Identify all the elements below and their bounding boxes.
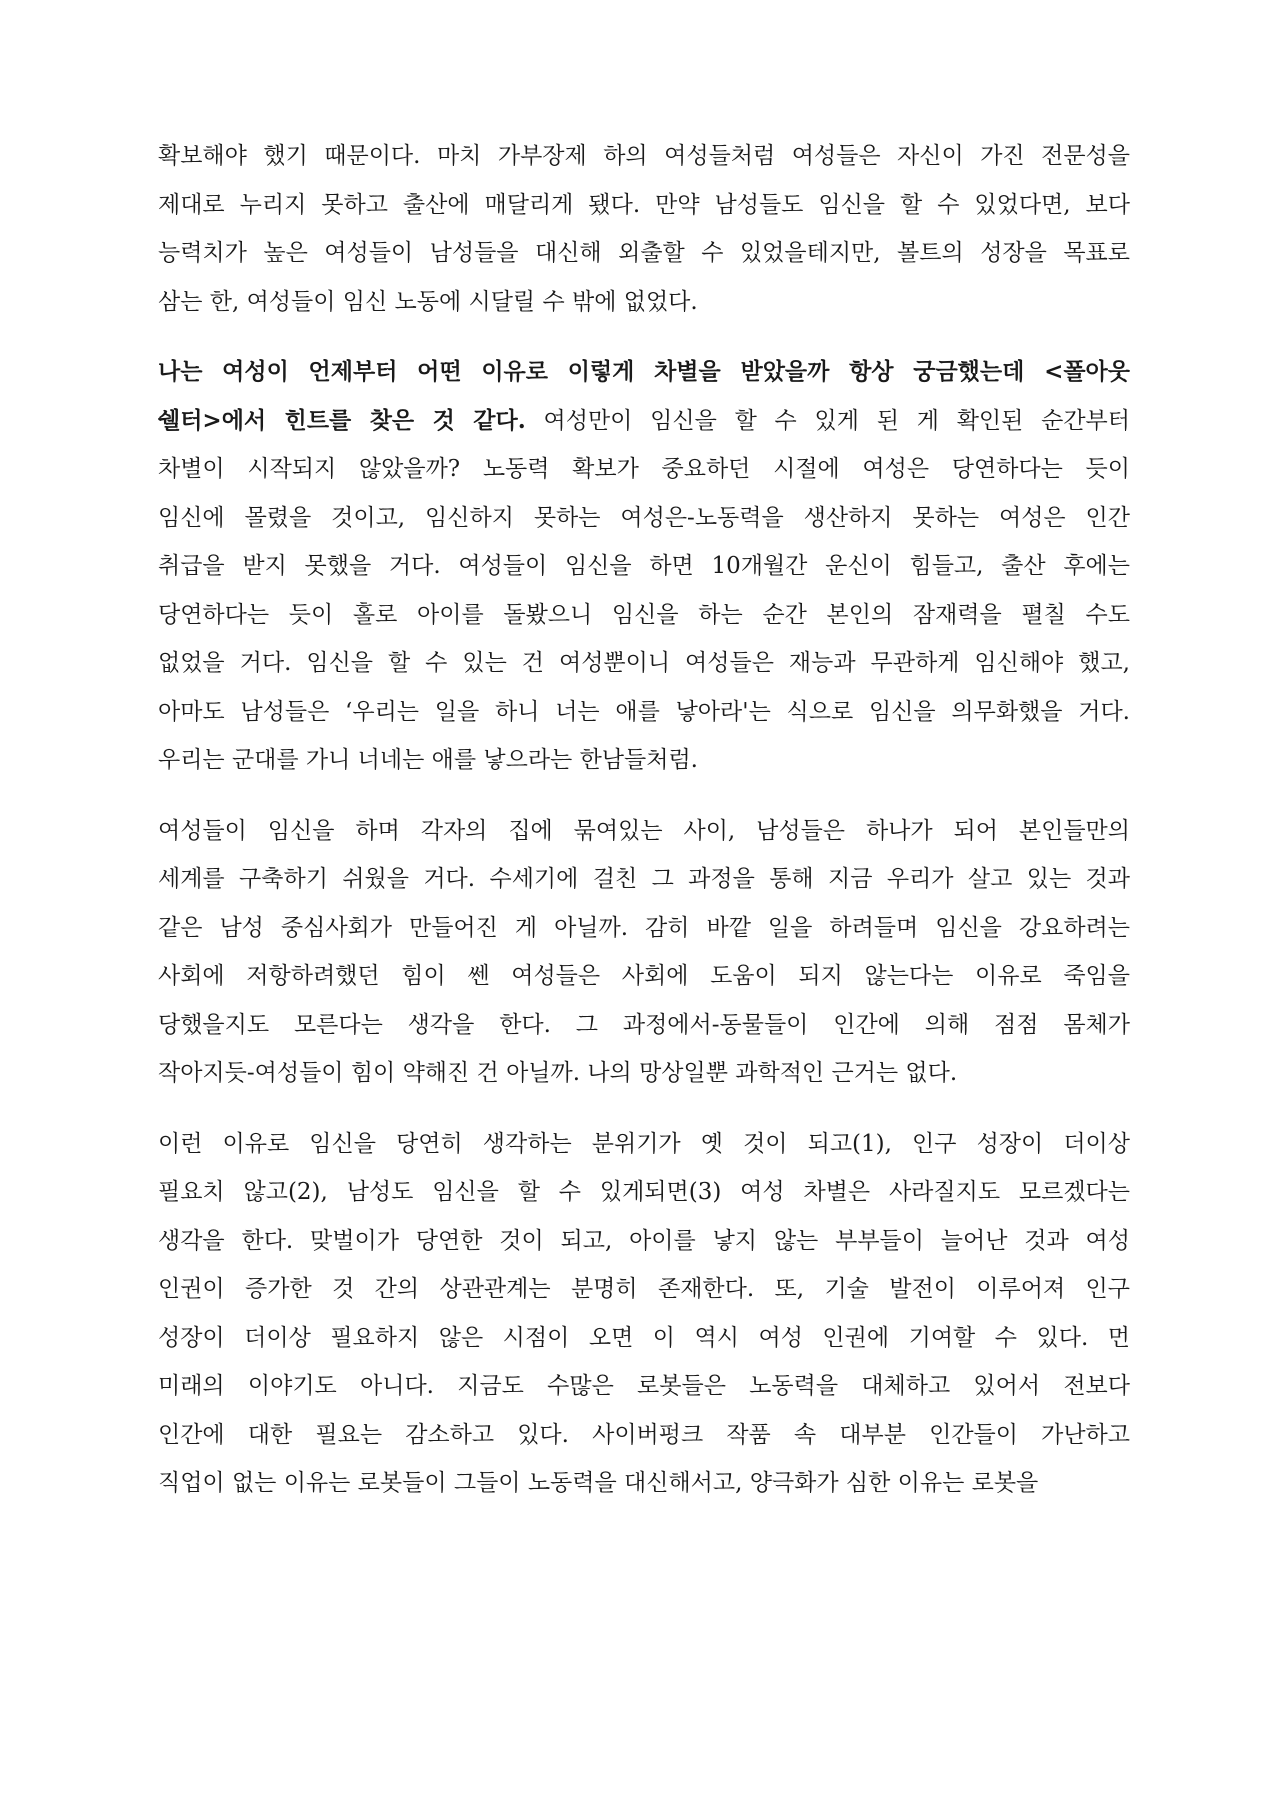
text-line bbox=[158, 1314, 1130, 1363]
text-segment: 당했을지도 모른다는 생각을 한다. 그 과정에서-동물들이 인간에 의해 점점 몸체가 bbox=[158, 1011, 1130, 1038]
text-line bbox=[158, 952, 1130, 1001]
text-segment: 미래의 이야기도 아니다. 지금도 수많은 로봇들은 노동력을 대체하고 있어서 전보다 bbox=[158, 1373, 1130, 1399]
text-line bbox=[158, 1265, 1130, 1314]
text-line bbox=[158, 1168, 1130, 1217]
paragraph bbox=[158, 348, 1130, 785]
text-line bbox=[158, 348, 1130, 397]
text-line bbox=[158, 181, 1130, 230]
text-segment: 없었을 거다. 임신을 할 수 있는 건 여성뿐이니 여성들은 재능과 무관하게 임신해야 했고, bbox=[158, 650, 1130, 676]
text-segment: 취급을 받지 못했을 거다. 여성들이 임신을 하면 10개월간 운신이 힘들고, 출산 후에는 bbox=[158, 553, 1130, 579]
text-segment: 직업이 없는 이유는 로봇들이 그들이 노동력을 대신해서고, 양극화가 심한 이유는 로봇을 bbox=[158, 1470, 1039, 1496]
text-line bbox=[158, 1411, 1130, 1460]
bold-text-segment: 나는 여성이 언제부터 어떤 이유로 이렇게 차별을 받았을까 항상 궁금했는데 <폴아웃 bbox=[158, 358, 1130, 385]
text-segment: 이런 이유로 임신을 당연히 생각하는 분위기가 옛 것이 되고(1), 인구 성장이 더이상 bbox=[158, 1130, 1130, 1157]
text-line bbox=[158, 132, 1130, 181]
text-line bbox=[158, 1001, 1130, 1050]
text-segment: 세계를 구축하기 쉬웠을 거다. 수세기에 걸친 그 과정을 통해 지금 우리가 살고 있는 것과 bbox=[158, 866, 1130, 892]
text-segment: 능력치가 높은 여성들이 남성들을 대신해 외출할 수 있었을테지만, 볼트의 성장을 목표로 bbox=[158, 240, 1130, 266]
document-page bbox=[158, 132, 1130, 1530]
text-line bbox=[158, 807, 1130, 856]
text-segment: 사회에 저항하려했던 힘이 쎈 여성들은 사회에 도움이 되지 않는다는 이유로 죽임을 bbox=[158, 963, 1130, 989]
text-segment: 여성만이 임신을 할 수 있게 된 게 확인된 순간부터 bbox=[525, 407, 1130, 434]
text-segment: 우리는 군대를 가니 너네는 애를 낳으라는 한남들처럼. bbox=[158, 747, 698, 773]
text-segment: 생각을 한다. 맞벌이가 당연한 것이 되고, 아이를 낳지 않는 부부들이 늘어난 것과 여성 bbox=[158, 1227, 1130, 1254]
text-line bbox=[158, 736, 1130, 785]
text-line bbox=[158, 542, 1130, 591]
text-line bbox=[158, 1362, 1130, 1411]
text-segment: 인권이 증가한 것 간의 상관관계는 분명히 존재한다. 또, 기술 발전이 이루어져 인구 bbox=[158, 1276, 1130, 1302]
text-line bbox=[158, 445, 1130, 494]
text-line bbox=[158, 1217, 1130, 1266]
text-line bbox=[158, 591, 1130, 640]
text-line bbox=[158, 855, 1130, 904]
text-line bbox=[158, 639, 1130, 688]
paragraph bbox=[158, 132, 1130, 326]
paragraph bbox=[158, 1120, 1130, 1508]
text-segment: 같은 남성 중심사회가 만들어진 게 아닐까. 감히 바깥 일을 하려들며 임신을 강요하려는 bbox=[158, 914, 1130, 941]
text-segment: 아마도 남성들은 ‘우리는 일을 하니 너는 애를 낳아라'는 식으로 임신을 의무화했을 거다. bbox=[158, 698, 1130, 725]
text-segment: 삼는 한, 여성들이 임신 노동에 시달릴 수 밖에 없었다. bbox=[158, 288, 698, 315]
text-segment: 작아지듯-여성들이 힘이 약해진 건 아닐까. 나의 망상일뿐 과학적인 근거는 없다. bbox=[158, 1060, 958, 1086]
text-segment: 제대로 누리지 못하고 출산에 매달리게 됐다. 만약 남성들도 임신을 할 수 있었다면, 보다 bbox=[158, 191, 1130, 218]
paragraph bbox=[158, 807, 1130, 1098]
text-line bbox=[158, 494, 1130, 543]
text-segment: 여성들이 임신을 하며 각자의 집에 묶여있는 사이, 남성들은 하나가 되어 본인들만의 bbox=[158, 817, 1130, 844]
text-line bbox=[158, 397, 1130, 446]
text-line bbox=[158, 1459, 1130, 1508]
text-line bbox=[158, 229, 1130, 278]
text-segment: 성장이 더이상 필요하지 않은 시점이 오면 이 역시 여성 인권에 기여할 수 있다. 먼 bbox=[158, 1324, 1130, 1351]
bold-text-segment: 쉘터>에서 힌트를 찾은 것 같다. bbox=[158, 406, 526, 434]
text-line bbox=[158, 278, 1130, 327]
text-segment: 차별이 시작되지 않았을까? 노동력 확보가 중요하던 시절에 여성은 당연하다는 듯이 bbox=[158, 456, 1130, 482]
text-line bbox=[158, 1120, 1130, 1169]
text-line bbox=[158, 1049, 1130, 1098]
text-segment: 인간에 대한 필요는 감소하고 있다. 사이버펑크 작품 속 대부분 인간들이 가난하고 bbox=[158, 1421, 1130, 1448]
text-segment: 당연하다는 듯이 홀로 아이를 돌봤으니 임신을 하는 순간 본인의 잠재력을 펼칠 수도 bbox=[158, 601, 1130, 628]
text-line bbox=[158, 904, 1130, 953]
text-segment: 필요치 않고(2), 남성도 임신을 할 수 있게되면(3) 여성 차별은 사라질지도 모르겠다는 bbox=[158, 1179, 1130, 1205]
text-segment: 임신에 몰렸을 것이고, 임신하지 못하는 여성은-노동력을 생산하지 못하는 여성은 인간 bbox=[158, 504, 1130, 531]
text-segment: 확보해야 했기 때문이다. 마치 가부장제 하의 여성들처럼 여성들은 자신이 가진 전문성을 bbox=[158, 143, 1130, 169]
text-line bbox=[158, 688, 1130, 737]
